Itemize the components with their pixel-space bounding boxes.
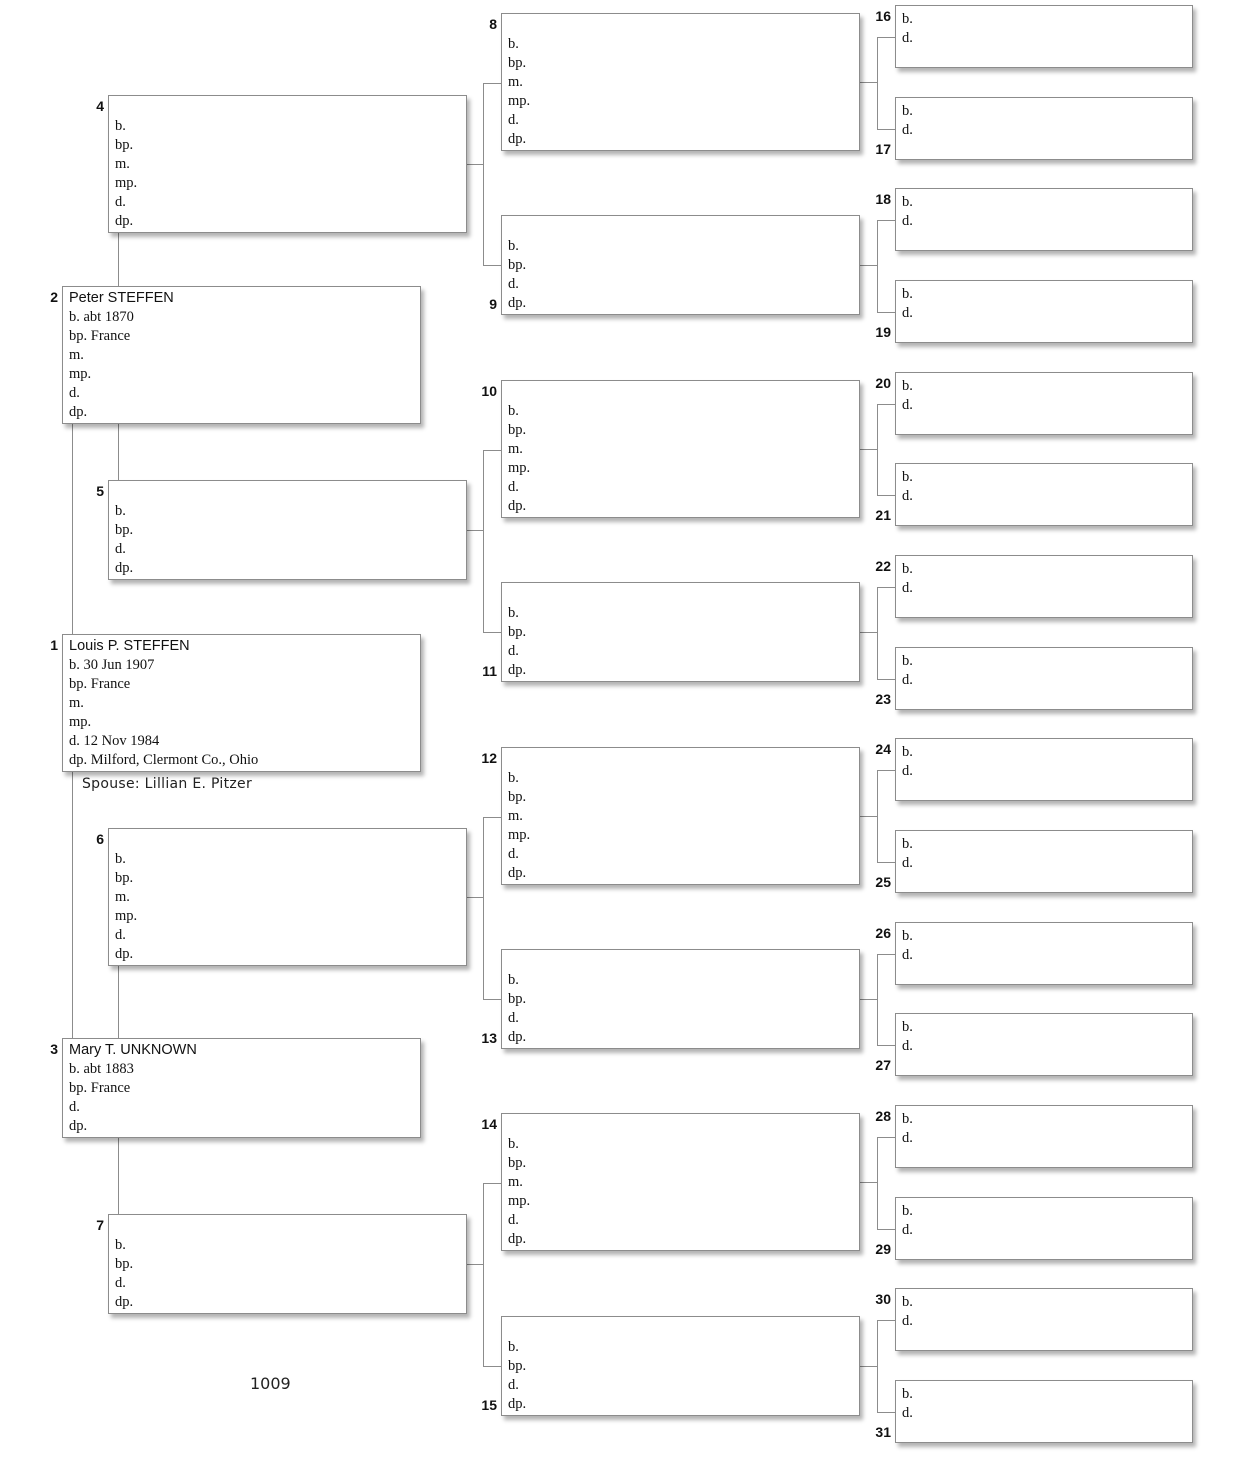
connector-line — [483, 1183, 501, 1184]
page-number: 1009 — [250, 1374, 291, 1393]
person-number: 13 — [481, 1030, 497, 1046]
person-detail-line: b. — [902, 1386, 913, 1402]
connector-line — [860, 632, 877, 633]
person-detail-line: d. — [508, 846, 519, 862]
person-box-16[interactable] — [895, 5, 1193, 68]
connector-line — [483, 1366, 501, 1367]
connector-line — [877, 495, 895, 496]
person-detail-line: bp. — [115, 137, 134, 153]
person-number: 9 — [489, 296, 497, 312]
person-number: 1 — [50, 637, 58, 653]
person-box-13[interactable] — [501, 949, 860, 1049]
person-detail-line: b. — [902, 194, 913, 210]
person-detail-line: d. — [902, 304, 913, 321]
person-detail-line: b. — [508, 403, 519, 419]
person-box-1[interactable] — [62, 634, 421, 772]
person-detail-line: b. — [902, 469, 913, 485]
person-detail-line: b. — [508, 36, 519, 52]
connector-line — [483, 999, 501, 1000]
person-name — [508, 16, 853, 35]
person-number: 26 — [875, 925, 891, 941]
person-number: 5 — [96, 483, 104, 499]
person-detail-line: bp. — [115, 522, 134, 538]
person-detail-line: dp. — [508, 498, 527, 514]
person-detail-line: b. — [508, 1136, 519, 1152]
connector-line — [877, 37, 895, 38]
person-detail-line: bp. France — [69, 1080, 131, 1096]
connector-line — [877, 404, 895, 405]
person-name — [115, 831, 460, 850]
person-box-15[interactable] — [501, 1316, 860, 1416]
person-detail-line: bp. — [508, 1155, 527, 1171]
person-detail-line: d. — [508, 276, 519, 292]
person-name — [508, 1319, 853, 1338]
person-box-7[interactable] — [108, 1214, 467, 1314]
person-detail-line: b. abt 1870 — [69, 309, 134, 325]
person-name — [508, 585, 853, 604]
connector-line — [877, 862, 895, 863]
person-detail-line: dp. — [69, 404, 88, 420]
connector-line — [877, 770, 895, 771]
connector-line — [877, 587, 878, 679]
connector-line — [877, 404, 878, 495]
person-name: Peter STEFFEN — [69, 290, 174, 306]
person-detail-line: m. — [115, 889, 130, 905]
person-box-9[interactable] — [501, 215, 860, 315]
person-box-21[interactable] — [895, 463, 1193, 526]
person-box-24[interactable] — [895, 738, 1193, 801]
person-number: 14 — [481, 1116, 497, 1132]
person-number: 27 — [875, 1057, 891, 1073]
person-detail-line: mp. — [508, 460, 531, 476]
person-box-25[interactable] — [895, 830, 1193, 893]
person-detail-line: b. — [508, 238, 519, 254]
person-detail-line: bp. — [508, 991, 527, 1007]
person-detail-line: b. — [902, 1111, 913, 1127]
connector-line — [877, 587, 895, 588]
person-detail-line: mp. — [508, 93, 531, 109]
person-detail-line: b. — [115, 1237, 126, 1253]
connector-line — [877, 37, 878, 129]
person-box-3[interactable] — [62, 1038, 421, 1138]
person-detail-line: d. — [508, 1010, 519, 1026]
person-detail-line: dp. — [508, 295, 527, 311]
person-number: 3 — [50, 1041, 58, 1057]
person-name — [115, 1217, 460, 1236]
person-detail-line: dp. — [508, 1396, 527, 1412]
person-detail-line: dp. — [115, 946, 134, 962]
person-detail-line: d. — [902, 762, 913, 779]
person-detail-line: d. — [902, 946, 913, 963]
person-detail-line: b. — [902, 286, 913, 302]
person-detail-line: d. — [902, 1221, 913, 1238]
person-detail-line: b. — [508, 770, 519, 786]
person-detail-line: b. — [902, 11, 913, 27]
person-box-19[interactable] — [895, 280, 1193, 343]
spouse-line: Spouse: Lillian E. Pitzer — [82, 776, 253, 792]
person-detail-line: mp. — [115, 175, 138, 191]
person-number: 23 — [875, 691, 891, 707]
person-number: 15 — [481, 1397, 497, 1413]
person-detail-line: mp. — [115, 908, 138, 924]
connector-line — [877, 1045, 895, 1046]
person-detail-line: b. — [902, 836, 913, 852]
connector-line — [877, 1412, 895, 1413]
connector-line — [860, 1182, 877, 1183]
person-detail-line: bp. — [508, 789, 527, 805]
person-detail-line: b. — [902, 653, 913, 669]
person-detail-line: d. — [508, 1212, 519, 1228]
person-detail-line: b. — [902, 744, 913, 760]
person-detail-line: m. — [69, 695, 84, 711]
person-detail-line: dp. — [115, 1294, 134, 1310]
person-number: 30 — [875, 1291, 891, 1307]
person-detail-line: b. — [902, 103, 913, 119]
person-detail-line: b. — [115, 503, 126, 519]
connector-line — [877, 220, 878, 312]
person-number: 31 — [875, 1424, 891, 1440]
person-detail-line: b. — [902, 378, 913, 394]
connector-line — [877, 129, 895, 130]
person-detail-line: mp. — [508, 1193, 531, 1209]
person-detail-line: d. — [115, 927, 126, 943]
connector-line — [483, 817, 501, 818]
person-detail-line: dp. — [115, 213, 134, 229]
person-box-30[interactable] — [895, 1288, 1193, 1351]
person-name — [508, 218, 853, 237]
connector-line — [877, 1229, 895, 1230]
person-detail-line: bp. — [508, 624, 527, 640]
person-detail-line: d. — [508, 112, 519, 128]
person-name — [508, 750, 853, 769]
person-detail-line: d. — [902, 1129, 913, 1146]
person-detail-line: dp. — [508, 131, 527, 147]
connector-line — [483, 632, 501, 633]
connector-line — [483, 1183, 484, 1366]
person-box-22[interactable] — [895, 555, 1193, 618]
person-number: 11 — [482, 663, 497, 679]
person-name — [115, 483, 460, 502]
person-number: 6 — [96, 831, 104, 847]
person-detail-line: bp. — [115, 1256, 134, 1272]
person-detail-line: m. — [508, 808, 523, 824]
person-number: 12 — [481, 750, 497, 766]
connector-line — [483, 450, 484, 632]
person-detail-line: d. — [69, 1099, 80, 1115]
person-number: 10 — [481, 383, 497, 399]
person-name — [508, 383, 853, 402]
person-detail-line: bp. France — [69, 676, 131, 692]
person-detail-line: d. — [902, 854, 913, 871]
person-name — [508, 952, 853, 971]
person-detail-line: d. — [902, 396, 913, 413]
person-detail-line: d. — [508, 479, 519, 495]
person-box-18[interactable] — [895, 188, 1193, 251]
connector-line — [877, 1320, 878, 1412]
person-number: 4 — [96, 98, 104, 114]
person-detail-line: mp. — [508, 827, 531, 843]
connector-line — [877, 312, 895, 313]
person-detail-line: d. — [902, 1037, 913, 1054]
person-box-10[interactable] — [501, 380, 860, 518]
connector-line — [877, 220, 895, 221]
connector-line — [860, 82, 877, 83]
person-detail-line: d. — [902, 29, 913, 46]
connector-line — [860, 816, 877, 817]
connector-line — [467, 164, 483, 165]
person-box-6[interactable] — [108, 828, 467, 966]
connector-line — [877, 679, 895, 680]
person-number: 2 — [50, 289, 58, 305]
person-detail-line: m. — [69, 347, 84, 363]
person-detail-line: d. — [115, 194, 126, 210]
person-detail-line: d. — [508, 643, 519, 659]
connector-line — [467, 1264, 483, 1265]
person-detail-line: m. — [508, 441, 523, 457]
person-detail-line: b. — [902, 1203, 913, 1219]
person-number: 29 — [875, 1241, 891, 1257]
person-detail-line: m. — [508, 74, 523, 90]
person-box-29[interactable] — [895, 1197, 1193, 1260]
person-box-23[interactable] — [895, 647, 1193, 710]
connector-line — [483, 817, 484, 999]
person-detail-line: b. — [508, 1339, 519, 1355]
person-detail-line: bp. — [508, 55, 527, 71]
person-detail-line: bp. France — [69, 328, 131, 344]
person-detail-line: d. — [902, 579, 913, 596]
person-detail-line: b. — [115, 851, 126, 867]
person-detail-line: d. — [902, 1312, 913, 1329]
person-number: 7 — [96, 1217, 104, 1233]
person-detail-line: bp. — [508, 1358, 527, 1374]
person-detail-line: b. — [508, 972, 519, 988]
person-number: 28 — [875, 1108, 891, 1124]
person-detail-line: dp. — [115, 560, 134, 576]
person-detail-line: dp. — [508, 662, 527, 678]
person-number: 16 — [875, 8, 891, 24]
person-number: 22 — [875, 558, 891, 574]
connector-line — [860, 265, 877, 266]
person-number: 25 — [875, 874, 891, 890]
person-number: 17 — [875, 141, 891, 157]
person-box-8[interactable] — [501, 13, 860, 151]
person-detail-line: mp. — [69, 366, 92, 382]
person-detail-line: d. — [902, 1404, 913, 1421]
person-detail-line: dp. — [508, 865, 527, 881]
person-detail-line: b. — [902, 928, 913, 944]
person-box-14[interactable] — [501, 1113, 860, 1251]
connector-line — [877, 954, 878, 1045]
person-box-26[interactable] — [895, 922, 1193, 985]
person-box-2[interactable] — [62, 286, 421, 424]
person-number: 21 — [875, 507, 891, 523]
connector-line — [483, 83, 501, 84]
connector-line — [860, 1366, 877, 1367]
connector-line — [877, 954, 895, 955]
person-box-20[interactable] — [895, 372, 1193, 435]
person-detail-line: m. — [115, 156, 130, 172]
connector-line — [483, 83, 484, 265]
person-box-27[interactable] — [895, 1013, 1193, 1076]
person-box-31[interactable] — [895, 1380, 1193, 1443]
connector-line — [877, 770, 878, 862]
person-number: 18 — [875, 191, 891, 207]
person-detail-line: d. — [902, 671, 913, 688]
connector-line — [467, 897, 483, 898]
connector-line — [483, 265, 501, 266]
person-detail-line: d. — [69, 385, 80, 401]
connector-line — [877, 1137, 895, 1138]
person-box-4[interactable] — [108, 95, 467, 233]
person-detail-line: d. — [115, 541, 126, 557]
person-box-17[interactable] — [895, 97, 1193, 160]
person-detail-line: b. abt 1883 — [69, 1061, 134, 1077]
person-detail-line: bp. — [115, 870, 134, 886]
person-detail-line: d. — [902, 121, 913, 138]
person-detail-line: bp. — [508, 257, 527, 273]
person-detail-line: b. — [115, 118, 126, 134]
person-detail-line: d. 12 Nov 1984 — [69, 733, 160, 749]
person-box-5[interactable] — [108, 480, 467, 580]
person-detail-line: m. — [508, 1174, 523, 1190]
connector-line — [467, 530, 483, 531]
connector-line — [860, 999, 877, 1000]
person-number: 19 — [875, 324, 891, 340]
person-detail-line: dp. — [508, 1231, 527, 1247]
person-name — [115, 98, 460, 117]
person-detail-line: b. — [902, 1294, 913, 1310]
person-number: 20 — [875, 375, 891, 391]
person-detail-line: b. 30 Jun 1907 — [69, 657, 155, 673]
person-name — [508, 1116, 853, 1135]
person-detail-line: b. — [902, 561, 913, 577]
person-detail-line: dp. — [508, 1029, 527, 1045]
person-detail-line: dp. Milford, Clermont Co., Ohio — [69, 752, 259, 768]
person-detail-line: dp. — [69, 1118, 88, 1134]
person-box-28[interactable] — [895, 1105, 1193, 1168]
person-detail-line: d. — [902, 212, 913, 229]
person-detail-line: bp. — [508, 422, 527, 438]
person-detail-line: b. — [508, 605, 519, 621]
connector-line — [877, 1320, 895, 1321]
connector-line — [860, 449, 877, 450]
person-detail-line: mp. — [69, 714, 92, 730]
person-name: Mary T. UNKNOWN — [69, 1042, 197, 1058]
person-box-11[interactable] — [501, 582, 860, 682]
person-number: 24 — [875, 741, 891, 757]
person-detail-line: d. — [115, 1275, 126, 1291]
person-detail-line: b. — [902, 1019, 913, 1035]
person-detail-line: d. — [508, 1377, 519, 1393]
person-detail-line: d. — [902, 487, 913, 504]
connector-line — [483, 450, 501, 451]
person-number: 8 — [489, 16, 497, 32]
person-name: Louis P. STEFFEN — [69, 638, 190, 654]
person-box-12[interactable] — [501, 747, 860, 885]
connector-line — [877, 1137, 878, 1229]
